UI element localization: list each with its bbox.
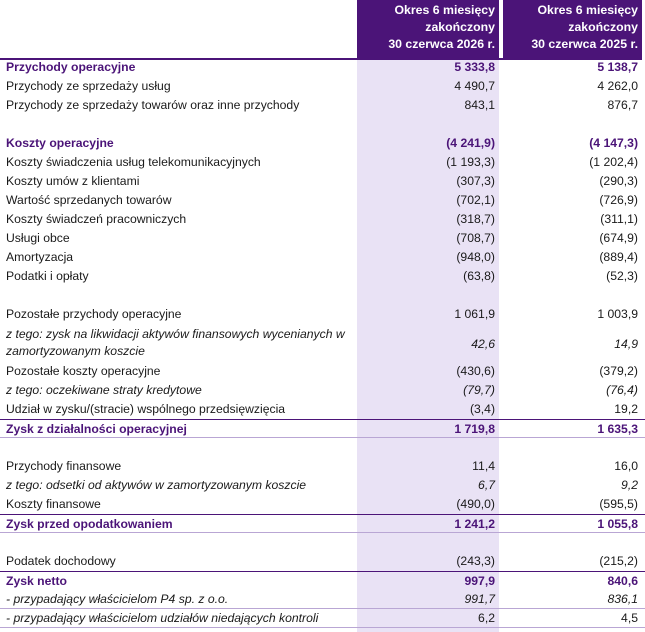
- row-label: Przychody finansowe: [6, 459, 122, 473]
- value-current: (948,0): [456, 250, 495, 264]
- row-joint-venture-share: [0, 400, 645, 419]
- row-label: - przypadający właścicielom udziałów niedających kontroli: [6, 611, 319, 625]
- value-prior: (311,1): [600, 212, 638, 226]
- header-prior-line-2: zakończony: [568, 20, 638, 34]
- value-current: (702,1): [456, 193, 495, 207]
- row-contract-costs: [0, 172, 645, 191]
- row-cost-of-goods: [0, 191, 645, 210]
- value-current: (63,8): [463, 269, 495, 283]
- row-label: Podatek dochodowy: [6, 554, 116, 568]
- header-prior-period: [503, 0, 642, 58]
- row-label: Usługi obce: [6, 231, 70, 245]
- value-prior: (76,4): [606, 383, 638, 397]
- row-employee-costs: [0, 210, 645, 229]
- value-prior: 1 003,9: [597, 307, 638, 321]
- value-current: 991,7: [464, 592, 495, 606]
- row-label: Koszty świadczenia usług telekomunikacyjnych: [6, 155, 261, 169]
- value-current: 997,9: [464, 574, 495, 588]
- header-current-line-2: zakończony: [425, 20, 495, 34]
- row-label: Pozostałe koszty operacyjne: [6, 364, 161, 378]
- row-gain-on-derecognition: [0, 324, 645, 362]
- value-prior: (52,3): [606, 269, 638, 283]
- row-label: Zysk z działalności operacyjnej: [6, 422, 187, 436]
- value-prior: 14,9: [614, 337, 638, 351]
- row-label: Udział w zysku/(stracie) wspólnego przedsięwzięcia: [6, 402, 286, 416]
- spacer-row: [0, 438, 645, 457]
- row-finance-costs: [0, 495, 645, 514]
- header-prior-line-3: 30 czerwca 2025 r.: [531, 37, 638, 51]
- row-attributable-owners: [0, 590, 645, 609]
- row-label: - przypadający właścicielom P4 sp. z o.o.: [6, 592, 229, 606]
- row-interest-income: [0, 476, 645, 495]
- row-label: Wartość sprzedanych towarów: [6, 193, 172, 207]
- value-current: (430,6): [456, 364, 495, 378]
- row-label: Przychody operacyjne: [6, 60, 136, 74]
- value-prior: 5 138,7: [597, 60, 638, 74]
- row-income-tax: [0, 552, 645, 571]
- row-label: Zysk netto: [6, 574, 67, 588]
- value-current: (318,7): [456, 212, 495, 226]
- row-profit-before-tax: [0, 514, 645, 533]
- header-current-period: [357, 0, 499, 58]
- value-current: (79,7): [463, 383, 495, 397]
- row-label: Koszty umów z klientami: [6, 174, 140, 188]
- row-label: Koszty świadczeń pracowniczych: [6, 212, 187, 226]
- row-service-revenue: [0, 77, 645, 96]
- value-prior: (1 202,4): [589, 155, 638, 169]
- value-current: 42,6: [471, 337, 495, 351]
- row-operating-costs: [0, 134, 645, 153]
- statement-rows: [0, 58, 645, 628]
- row-label: Przychody ze sprzedaży usług: [6, 79, 171, 93]
- value-current: (3,4): [469, 402, 495, 416]
- spacer-row: [0, 286, 645, 305]
- row-label: Koszty finansowe: [6, 497, 101, 511]
- row-taxes-fees: [0, 267, 645, 286]
- row-label: z tego: odsetki od aktywów w zamortyzowanym koszcie: [6, 478, 307, 492]
- value-current: 6,7: [478, 478, 495, 492]
- row-finance-income: [0, 457, 645, 476]
- value-prior: (595,5): [599, 497, 638, 511]
- row-net-profit: [0, 571, 645, 590]
- value-prior: 836,1: [607, 592, 638, 606]
- value-current: 843,1: [464, 98, 495, 112]
- value-prior: 16,0: [614, 459, 638, 473]
- value-prior: 4,5: [621, 611, 638, 625]
- row-label: Przychody ze sprzedaży towarów oraz inne przychody: [6, 98, 300, 112]
- row-telecom-costs: [0, 153, 645, 172]
- header-prior-line-1: Okres 6 miesięcy: [537, 3, 638, 17]
- value-prior: 9,2: [621, 478, 638, 492]
- value-current: 1 061,9: [454, 307, 495, 321]
- row-label: Pozostałe przychody operacyjne: [6, 307, 182, 321]
- value-prior: (4 147,3): [589, 136, 638, 150]
- value-prior: 840,6: [607, 574, 638, 588]
- value-current: 11,4: [472, 459, 495, 473]
- row-label: Amortyzacja: [6, 250, 74, 264]
- row-label: z tego: zysk na likwidacji aktywów finansowych wycenianych w zamortyzowanym koszcie: [6, 327, 345, 358]
- value-prior: (674,9): [599, 231, 638, 245]
- row-expected-credit-losses: [0, 381, 645, 400]
- row-operating-revenue: [0, 58, 645, 77]
- value-prior: (290,3): [599, 174, 638, 188]
- value-prior: (379,2): [599, 364, 638, 378]
- value-prior: 1 055,8: [597, 517, 638, 531]
- spacer-row: [0, 115, 645, 134]
- row-label: Koszty operacyjne: [6, 136, 114, 150]
- value-current: 1 241,2: [454, 517, 495, 531]
- value-prior: (726,9): [599, 193, 638, 207]
- value-current: (708,7): [456, 231, 495, 245]
- header-current-line-1: Okres 6 miesięcy: [394, 3, 495, 17]
- value-current: 4 490,7: [454, 79, 495, 93]
- row-label: z tego: oczekiwane straty kredytowe: [6, 383, 202, 397]
- value-prior: (889,4): [599, 250, 638, 264]
- row-goods-revenue: [0, 96, 645, 115]
- value-prior: 4 262,0: [597, 79, 638, 93]
- value-prior: 19,2: [614, 402, 638, 416]
- value-current: 5 333,8: [454, 60, 495, 74]
- spacer-row: [0, 533, 645, 552]
- header-current-line-3: 30 czerwca 2026 r.: [388, 37, 495, 51]
- value-prior: 1 635,3: [597, 422, 638, 436]
- row-depreciation: [0, 248, 645, 267]
- value-current: (1 193,3): [446, 155, 495, 169]
- row-label: Podatki i opłaty: [6, 269, 89, 283]
- value-prior: 876,7: [607, 98, 638, 112]
- row-external-services: [0, 229, 645, 248]
- value-current: (243,3): [456, 554, 495, 568]
- value-current: (4 241,9): [446, 136, 495, 150]
- value-current: 1 719,8: [454, 422, 495, 436]
- value-prior: (215,2): [599, 554, 638, 568]
- row-label: Zysk przed opodatkowaniem: [6, 517, 173, 531]
- row-other-operating-costs: [0, 362, 645, 381]
- row-other-operating-income: [0, 305, 645, 324]
- row-operating-profit: [0, 419, 645, 438]
- value-current: 6,2: [478, 611, 495, 625]
- row-attributable-non-controlling: [0, 609, 645, 628]
- value-current: (490,0): [456, 497, 495, 511]
- value-current: (307,3): [456, 174, 495, 188]
